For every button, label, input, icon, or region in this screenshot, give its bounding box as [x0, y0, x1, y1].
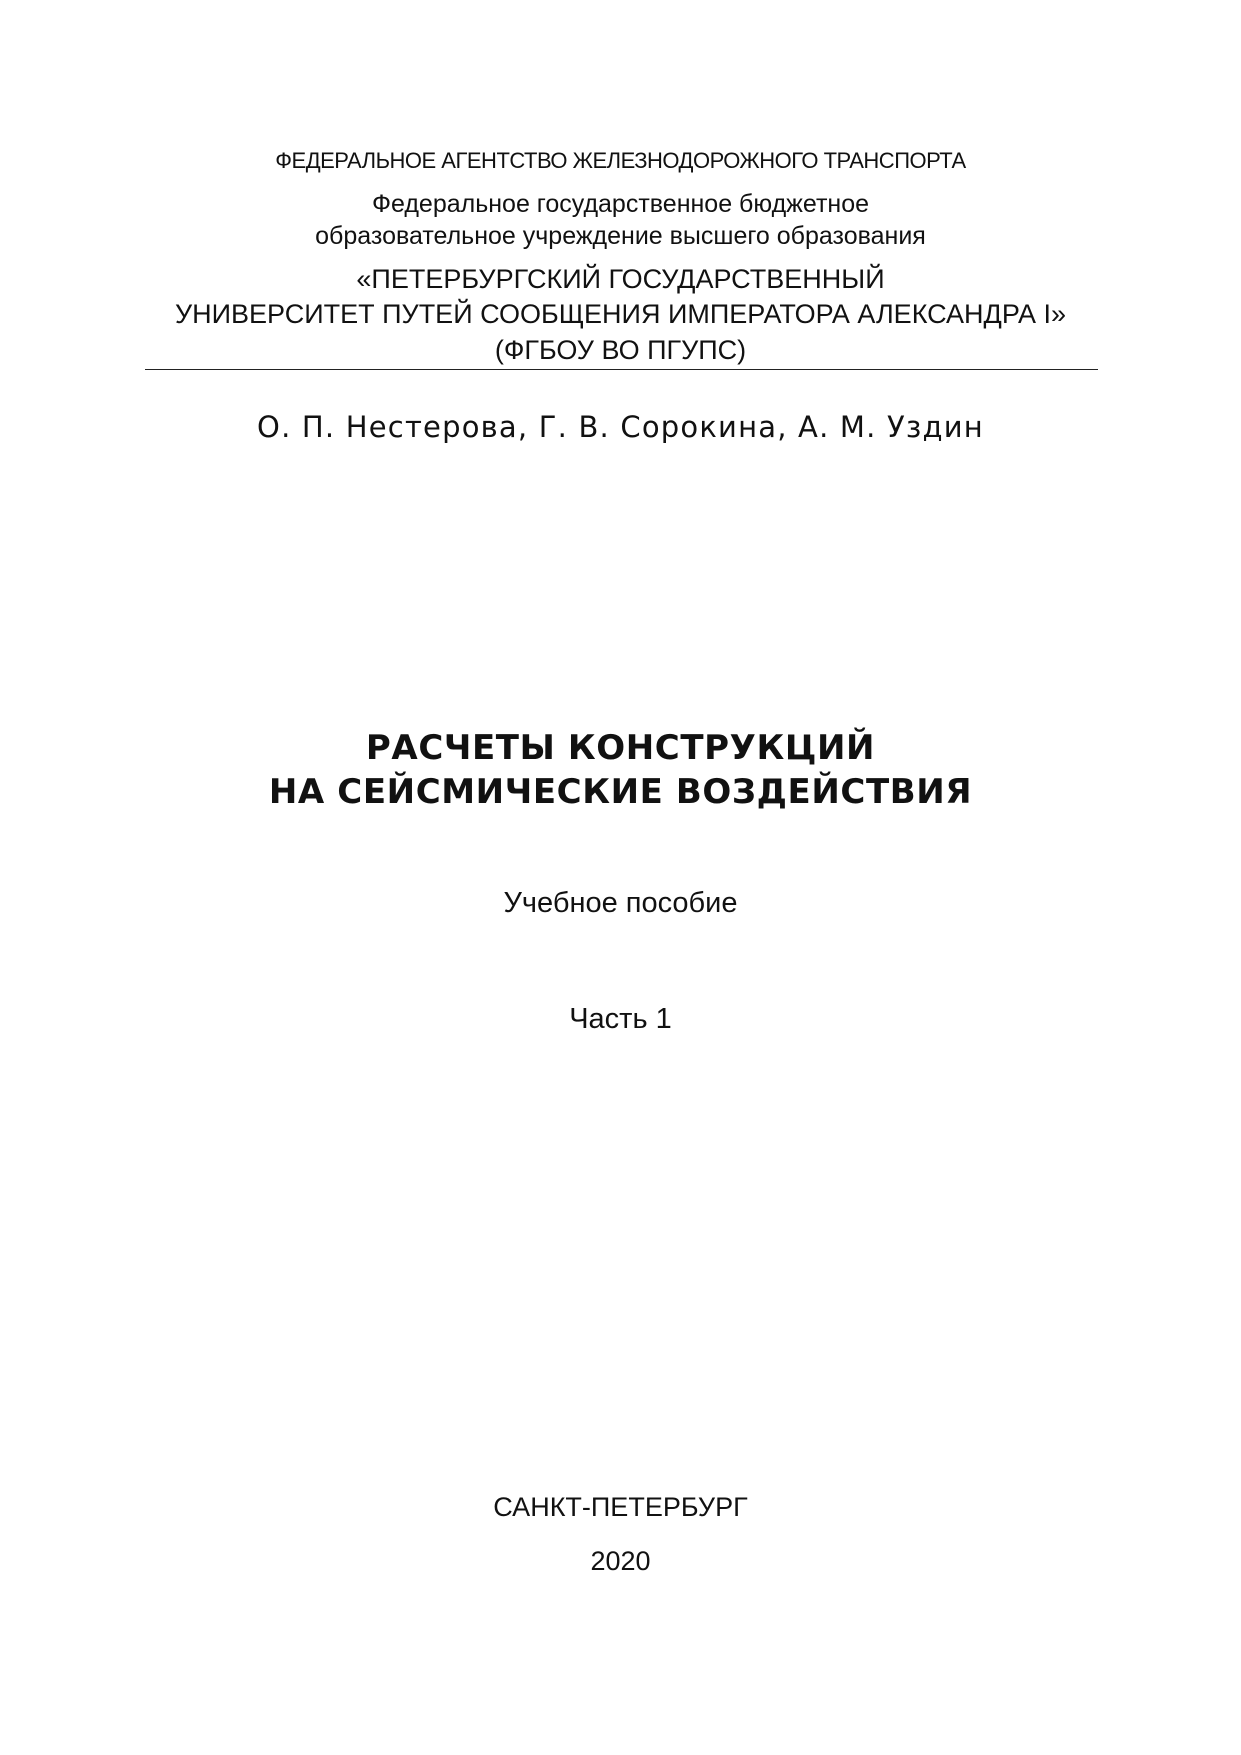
institution-type-line-2: образовательное учреждение высшего образования [315, 222, 926, 250]
university-name-line-1: «ПЕТЕРБУРГСКИЙ ГОСУДАРСТВЕННЫЙ [356, 264, 885, 294]
authors: О. П. Нестерова, Г. В. Сорокина, А. М. Уздин [257, 410, 984, 444]
agency-name: ФЕДЕРАЛЬНОЕ АГЕНТСТВО ЖЕЛЕЗНОДОРОЖНОГО ТРАНСПОРТА [275, 148, 966, 173]
publication-city: САНКТ-ПЕТЕРБУРГ [493, 1492, 748, 1522]
university-name-line-2: УНИВЕРСИТЕТ ПУТЕЙ СООБЩЕНИЯ ИМПЕРАТОРА АЛЕКСАНДРА I» [174, 299, 1067, 329]
institution-type-line-1: Федеральное государственное бюджетное [371, 190, 870, 218]
publication-year: 2020 [590, 1546, 651, 1576]
book-subtitle: Учебное пособие [503, 887, 738, 919]
book-title-line-1: РАСЧЕТЫ КОНСТРУКЦИЙ [365, 728, 876, 768]
header-divider [145, 369, 1098, 370]
book-part: Часть 1 [569, 1003, 672, 1035]
university-abbreviation: (ФГБОУ ВО ПГУПС) [494, 335, 747, 365]
book-title-line-2: НА СЕЙСМИЧЕСКИЕ ВОЗДЕЙСТВИЯ [268, 772, 973, 812]
